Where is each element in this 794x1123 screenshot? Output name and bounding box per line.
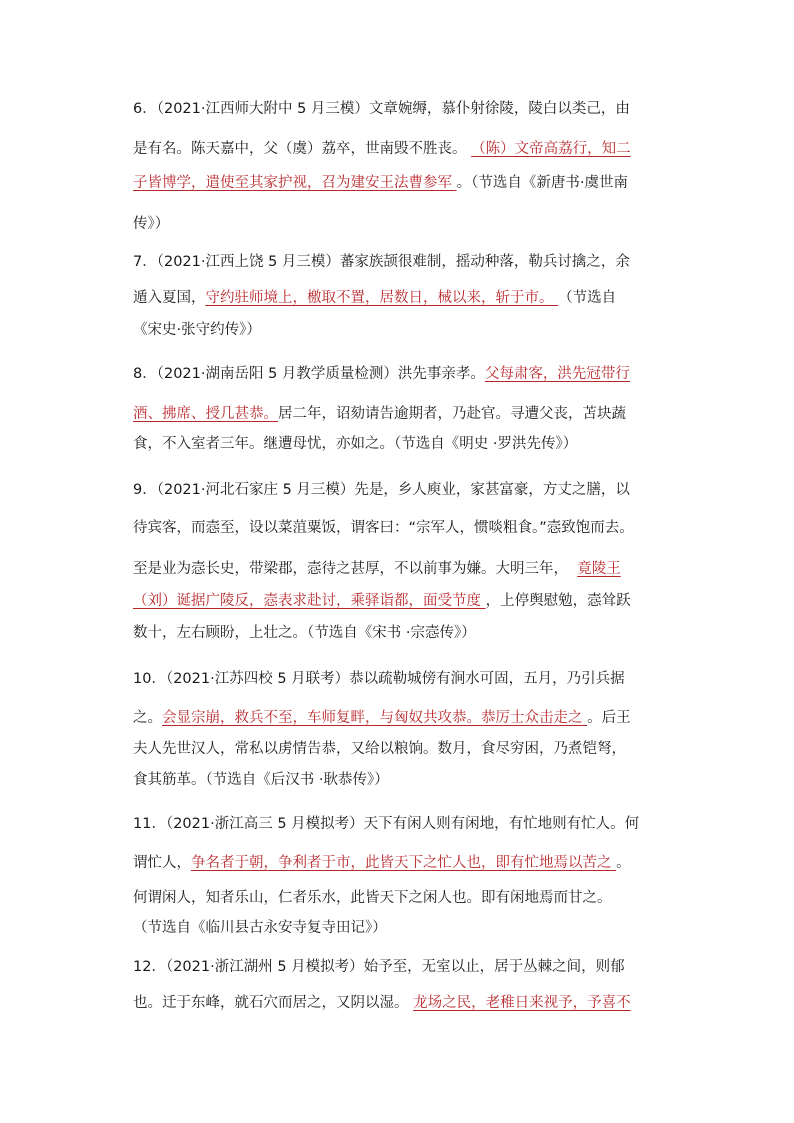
- text-segment: 10．（2021·江苏四校 5 月联考）恭以疏勒城傍有涧水可固，五月，乃引兵据: [133, 671, 625, 687]
- highlighted-answer-text: 竟陵王: [577, 561, 621, 577]
- text-line: [0, 586, 794, 616]
- text-line: [0, 765, 794, 795]
- highlighted-answer-text: 龙场之民，老稚日来视予，予喜不: [413, 995, 631, 1011]
- text-segment: 6．（2021·江西师大附中 5 月三模）文章婉缛，慕仆射徐陵，陵白以类己，由: [133, 101, 630, 117]
- text-segment: 谓忙人，: [133, 855, 191, 871]
- text-segment: 何谓闲人，知者乐山，仁者乐水，此皆天下之闲人也。即有闲地焉而甘之。: [133, 890, 612, 906]
- text-line: [0, 664, 794, 694]
- text-line: [0, 952, 794, 982]
- text-line: [0, 429, 794, 459]
- text-segment: 8．（2021·湖南岳阳 5 月教学质量检测）洪先事亲孝。: [133, 366, 485, 382]
- text-line: [0, 618, 794, 648]
- text-segment: 9．（2021·河北石家庄 5 月三模）先是，乡人庾业，家甚富豪，方丈之膳，以: [133, 482, 630, 498]
- text-segment: 食，不入室者三年。继遭母忧，亦如之。（节选自《明史 ·罗洪先传》）: [133, 436, 578, 452]
- text-line: [0, 247, 794, 277]
- text-line: [0, 209, 794, 239]
- highlighted-answer-text: （陈）文帝高荔行，知二: [471, 141, 631, 157]
- text-segment: 也。迁于东峰，就石穴而居之，又阴以湿。: [133, 995, 414, 1011]
- text-segment: 。后王: [587, 710, 631, 726]
- text-segment: 待宾客，而悫至，设以菜菹粟饭，谓客曰：“宗军人，惯啖粗食。”悫致饱而去。: [133, 520, 634, 536]
- text-line: [0, 809, 794, 839]
- text-line: [0, 734, 794, 764]
- text-segment: 7．（2021·江西上饶 5 月三模）蕃家族颉很难制，摇动种落，勒兵讨擒之，余: [133, 254, 630, 270]
- text-line: [0, 883, 794, 913]
- text-line: [0, 554, 794, 584]
- text-line: [0, 848, 794, 878]
- highlighted-answer-text: 争名者于朝，争利者于市，此皆天下之忙人也，即有忙地焉以苦之: [191, 855, 617, 871]
- highlighted-answer-text: （刘）诞据广陵反，悫表求赴讨，乘驿诣都，面受节度: [133, 593, 486, 609]
- text-segment: 居二年，诏劾请告逾期者，乃赴官。寻遭父丧，苫块蔬: [278, 406, 626, 422]
- text-line: [0, 399, 794, 429]
- text-line: [0, 475, 794, 505]
- highlighted-answer-text: 会显宗崩，救兵不至，车师复畔，与匈奴共攻恭。恭厉士众击走之: [162, 710, 588, 726]
- text-segment: 11．（2021·浙江高三 5 月模拟考）天下有闲人则有闲地，有忙地则有忙人。何: [133, 816, 640, 832]
- text-segment: 食其筋革。（节选自《后汉书 ·耿恭传》）: [133, 772, 389, 788]
- text-segment: 数十，左右顾盼，上壮之。（节选自《宋书 ·宗悫传》）: [133, 625, 476, 641]
- text-line: [0, 283, 794, 313]
- text-segment: 是有名。陈天嘉中，父（虞）荔卒，世南毁不胜丧。: [133, 141, 472, 157]
- text-line: [0, 913, 794, 943]
- text-line: [0, 315, 794, 345]
- text-segment: （节选自: [558, 290, 617, 306]
- text-segment: 《宋史·张守约传》）: [133, 322, 261, 338]
- text-segment: 。（节选自《新唐书·虞世南: [456, 175, 628, 191]
- text-segment: ，上停舆慰勉，悫耸跃: [485, 593, 631, 609]
- text-segment: 遁入夏国，: [133, 290, 206, 306]
- text-line: [0, 134, 794, 164]
- text-line: [0, 513, 794, 543]
- text-segment: （节选自《临川县古永安寺复寺田记》）: [133, 920, 387, 936]
- text-segment: 夫人先世汉人，常私以虏情告恭，又给以粮饷。数月，食尽穷困，乃煮铠弩，: [133, 741, 626, 757]
- highlighted-answer-text: 父每肃客，洪先冠带行: [484, 366, 630, 382]
- highlighted-answer-text: 子皆博学，遣使至其家护视，召为建安王法曹参军: [133, 175, 457, 191]
- text-segment: 12．（2021·浙江湖州 5 月模拟考）始予至，无室以止，居于丛棘之间，则郁: [133, 959, 625, 975]
- highlighted-answer-text: 酒、拂席、授几甚恭。: [133, 406, 278, 422]
- text-segment: 之。: [133, 710, 162, 726]
- text-line: [0, 168, 794, 198]
- text-segment: 传》）: [133, 216, 170, 232]
- text-segment: 。: [616, 855, 631, 871]
- text-line: [0, 94, 794, 124]
- text-line: [0, 988, 794, 1018]
- text-line: [0, 703, 794, 733]
- text-line: [0, 359, 794, 389]
- text-segment: 至是业为悫长史，带梁郡，悫待之甚厚，不以前事为嫌。大明三年，: [133, 561, 578, 577]
- highlighted-answer-text: 守约驻师境上，檄取不置，居数日，械以来，斩于市。: [205, 290, 559, 306]
